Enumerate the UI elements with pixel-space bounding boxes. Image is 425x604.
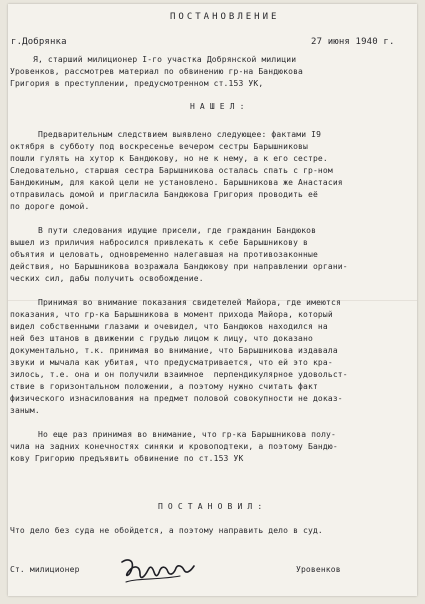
body-line: Принимая во внимание показания свидетелей Майора, где имеются bbox=[38, 298, 341, 307]
body-line: ческих сил, дабы получить освобождение. bbox=[10, 274, 204, 283]
document-title: ПОСТАНОВЛЕНИЕ bbox=[170, 12, 280, 22]
body-line: документально, т.к. принимая во внимание, что Барышникова издавала bbox=[10, 346, 338, 355]
document-date: 27 июня 1940 г. bbox=[311, 37, 395, 47]
intro-line: Григория в преступлении, предусмотренном ст.153 УК, bbox=[10, 79, 264, 88]
body-line: объятия и целовать, одновременно налегавшая на противозаконные bbox=[10, 250, 318, 259]
intro-line: Я, старший милиционер I-го участка Добрянской милиции bbox=[33, 55, 297, 64]
body-line: Но еще раз принимая во внимание, что гр-ка Барышникова полу- bbox=[38, 430, 336, 439]
body-line: Предварительным следствием выявлено следующее: фактами I9 bbox=[38, 130, 322, 139]
body-line: Следовательно, старшая сестра Барышникова осталась спать с гр-ном bbox=[10, 166, 333, 175]
intro-line: Уровенков, рассмотрев материал по обвинению гр-на Бандюкова bbox=[10, 67, 304, 76]
body-line: кову Григорию предъявить обвинение по ст.153 УК bbox=[10, 454, 244, 463]
body-line: ствие в горизонтальном положении, а поэтому нужно считать факт bbox=[10, 382, 318, 391]
document-page bbox=[8, 4, 417, 596]
resolution-text: Что дело без суда не обойдется, а поэтому направить дело в суд. bbox=[10, 526, 323, 535]
handwritten-signature bbox=[118, 554, 198, 590]
body-line: октября в субботу под воскресенье вечером сестры Барышниковы bbox=[10, 142, 308, 151]
body-line: Бандюкиным, для какой цели не установлено. Барышникова же Анастасия bbox=[10, 178, 343, 187]
body-line: вышел из приличия набросился привлекать к себе Барышникову в bbox=[10, 238, 308, 247]
body-line: пошли гулять на хутор к Бандюкову, но не к нему, а к его сестре. bbox=[10, 154, 328, 163]
body-line: ней без штанов в движении с грудью лицом к лицу, что доказано bbox=[10, 334, 313, 343]
resolved-heading: П О С Т А Н О В И Л : bbox=[158, 502, 263, 511]
body-line: отправилась домой и пригласила Бандюкова Григория проводить её bbox=[10, 190, 318, 199]
found-heading: Н А Ш Е Л : bbox=[190, 102, 245, 111]
signer-title: Ст. милиционер bbox=[10, 565, 80, 574]
document-place: г.Добрянка bbox=[11, 37, 67, 47]
body-line: действия, но Барышникова возражала Бандюкову при направлении органи- bbox=[10, 262, 348, 271]
body-line: зилось, т.е. она и он получили взаимное перпендикулярное удовольст- bbox=[10, 370, 348, 379]
signer-name: Уровенков bbox=[296, 565, 341, 574]
body-line: показания, что гр-ка Барышникова в момент прихода Майора, который bbox=[10, 310, 333, 319]
body-line: чила на задних конечностях синяки и кровоподтеки, а поэтому Бандю- bbox=[10, 442, 338, 451]
body-line: физического изнасилования на предмет половой совокупности не доказ- bbox=[10, 394, 343, 403]
body-line: видел собственными глазами и очевидел, что Бандюков находился на bbox=[10, 322, 328, 331]
body-line: по дороге домой. bbox=[10, 202, 90, 211]
body-line: В пути следования идущие присели, где гражданин Бандюков bbox=[38, 226, 317, 235]
body-line: звуки и мычала как убитая, что предусматривается, что ей это кра- bbox=[10, 358, 333, 367]
body-line: заным. bbox=[10, 406, 40, 415]
